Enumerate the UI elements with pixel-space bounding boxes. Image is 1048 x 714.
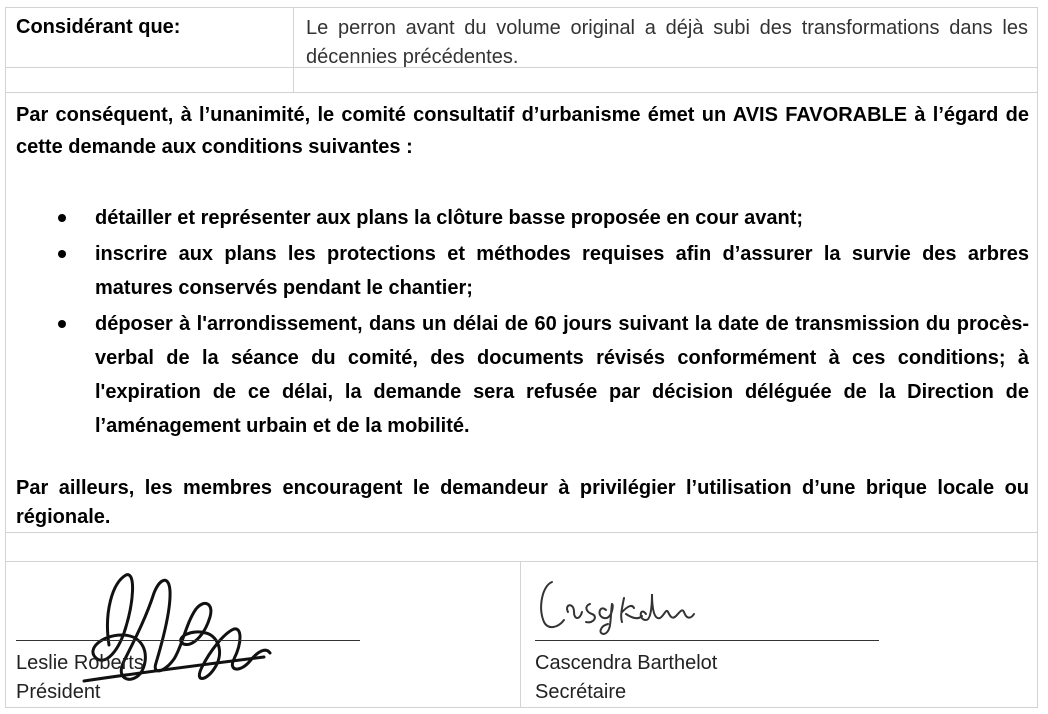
president-signature-line (16, 640, 360, 641)
secretary-role: Secrétaire (535, 681, 627, 703)
conditions-list (6, 201, 1029, 445)
list-item (6, 201, 1029, 235)
secretary-signature-line (535, 640, 879, 641)
considerant-label: Considérant que: (16, 16, 181, 38)
row-divider (6, 532, 1037, 533)
additional-note: Par ailleurs, les membres encouragent le demandeur à privilégier l’utilisation d’une brique locale ou régionale. (16, 477, 1029, 528)
condition-text: déposer à l'arrondissement, dans un délai de 60 jours suivant la date de transmission du procès-verbal de la séance du comité, des documents révisés conformément à ces conditions; à l'expiration de ce délai, la demande sera refusée par décision déléguée de la Direction de l’aménagement urbain et de la mobilité. (95, 313, 1029, 437)
resolution-text: Par conséquent, à l’unanimité, le comité consultatif d’urbanisme émet un AVIS FAVORABLE à l’égard de cette demande aux conditions suivantes : (16, 104, 1029, 158)
document-table (5, 7, 1038, 708)
condition-text: inscrire aux plans les protections et méthodes requises afin d’assurer la survie des arbres matures conservés pendant le chantier; (95, 243, 1029, 299)
column-divider (520, 561, 521, 708)
secretary-signature (534, 568, 704, 638)
president-role: Président (16, 681, 101, 703)
column-divider (293, 8, 294, 92)
secretary-name: Cascendra Barthelot (535, 652, 718, 674)
list-item (6, 307, 1029, 443)
bullet-icon (58, 250, 66, 258)
list-item (6, 237, 1029, 305)
condition-text: détailler et représenter aux plans la clôture basse proposée en cour avant; (95, 207, 804, 229)
row-divider (6, 92, 1037, 93)
president-name: Leslie Roberts (16, 652, 144, 674)
considerant-text: Le perron avant du volume original a déjà subi des transformations dans les décennies précédentes. (306, 17, 1028, 68)
row-divider (6, 561, 1037, 562)
bullet-icon (58, 214, 66, 222)
bullet-icon (58, 320, 66, 328)
